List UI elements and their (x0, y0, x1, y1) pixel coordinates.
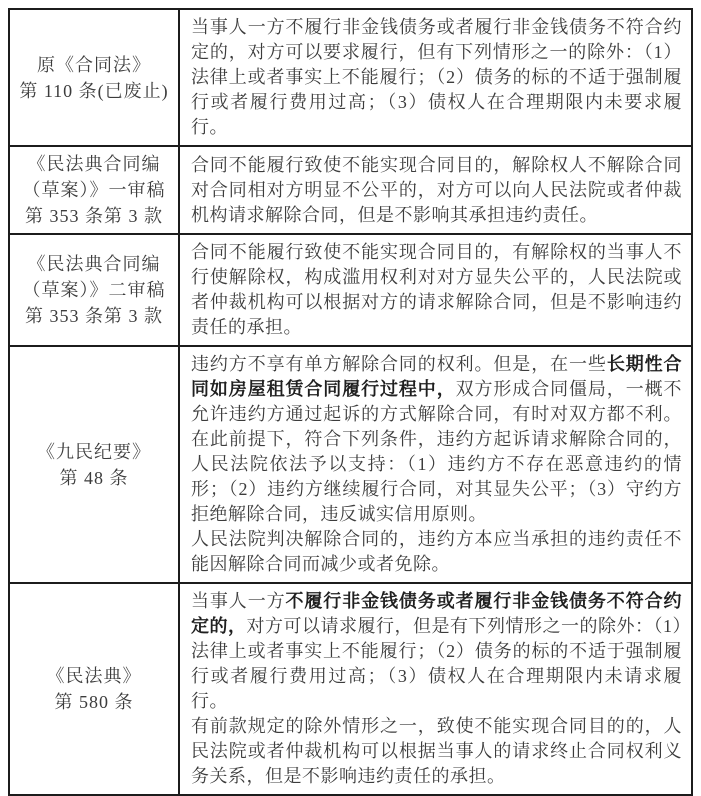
text-run: 对方可以请求履行，但是有下列情形之一的除外：（1）法律上或者事实上不能履行；（2）债务的标的不适于强制履行或者履行费用过高；（3）债权人在合理期限内未请求履行。 (191, 616, 682, 711)
source-cell: 原《合同法》 第 110 条(已废止) (9, 9, 179, 146)
source-cell: 《民法典合同编 （草案）》一审稿 第 353 条第 3 款 (9, 146, 179, 234)
table-row (9, 146, 692, 234)
bold-text-run: 不履行非金钱债务或者履行非金钱债务不符合约定的， (191, 591, 682, 636)
text-run: 双方形成合同僵局，一概不允许违约方通过起诉的方式解除合同，有时对双方都不利。在此前提下，符合下列条件，违约方起诉请求解除合同的，人民法院依法予以支持：（1）违约方不存在恶意违约的情形；（2）违约方继续履行合同，对其显失公平；（3）守约方拒绝解除合同，违反诚实信用原则。 (191, 379, 683, 524)
text-run: 违约方不享有单方解除合同的权利。但是，在一些 (191, 354, 607, 374)
paragraph (191, 153, 682, 228)
text-run: 当事人一方 (191, 591, 286, 611)
text-run: 当事人一方不履行非金钱债务或者履行非金钱债务不符合约定的，对方可以要求履行，但有下列情形之一的除外：（1）法律上或者事实上不能履行；（2）债务的标的不适于强制履行或者履行费用过高；（3）债权人在合理期限内未要求履行。 (191, 17, 682, 137)
text-run: 合同不能履行致使不能实现合同目的，解除权人不解除合同对合同相对方明显不公平的，对方可以向人民法院或者仲裁机构请求解除合同，但是不影响其承担违约责任。 (191, 154, 682, 225)
content-cell (179, 9, 692, 146)
table-row (9, 583, 692, 795)
text-run: 人民法院判决解除合同的，违约方本应当承担的违约责任不能因解除合同而减少或者免除。 (191, 529, 682, 574)
law-comparison-table (8, 8, 693, 796)
table-body (9, 9, 692, 795)
table-row (9, 9, 692, 146)
content-cell (179, 583, 692, 795)
paragraph (191, 714, 682, 789)
source-cell: 《民法典合同编 （草案）》二审稿 第 353 条第 3 款 (9, 234, 179, 346)
paragraph (191, 352, 682, 527)
paragraph (191, 527, 682, 577)
table-row (9, 346, 692, 583)
paragraph (191, 589, 682, 714)
source-cell: 《民法典》 第 580 条 (9, 583, 179, 795)
table-row (9, 234, 692, 346)
content-cell (179, 146, 692, 234)
text-run: 有前款规定的除外情形之一，致使不能实现合同目的的，人民法院或者仲裁机构可以根据当事人的请求终止合同权利义务关系，但是不影响违约责任的承担。 (191, 716, 682, 786)
source-cell: 《九民纪要》 第 48 条 (9, 346, 179, 583)
text-run: 合同不能履行致使不能实现合同目的，有解除权的当事人不行使解除权，构成滥用权利对对方显失公平的，人民法院或者仲裁机构可以根据对方的请求解除合同，但是不影响违约责任的承担。 (191, 242, 682, 337)
paragraph (191, 15, 682, 140)
bold-text-run: 长期性合同如房屋租赁合同履行过程中， (191, 354, 683, 399)
paragraph (191, 240, 682, 340)
content-cell (179, 346, 692, 583)
content-cell (179, 234, 692, 346)
